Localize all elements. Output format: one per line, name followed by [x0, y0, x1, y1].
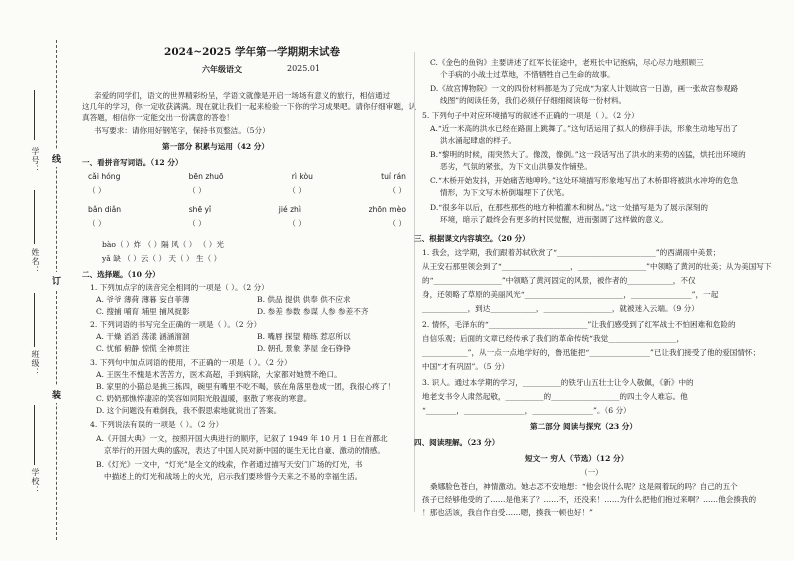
question-2-3: 3. 下列句中加点词语的使用，不正确的一项是（ ）。（2 分） — [90, 358, 292, 367]
pinyin: tuí rán — [381, 172, 406, 181]
exam-title: 2024~2025 学年第一学期期末试卷 — [164, 46, 340, 58]
fill-line[interactable]: 地老支书令人肃然起敬，__________的__________________的四土令人难忘。他 — [422, 392, 688, 401]
option[interactable]: C. 忧郁 俯静 惊慌 全神贯注 — [96, 344, 190, 353]
option[interactable]: A. 王医生不愧是术苦苦方，医术高超，手到病除，大家都对她赞不绝口。 — [96, 370, 342, 379]
passage-text: 桑娜脸色苍白，神情激动。她忐忑不安地想：“他会说什么呢？这是闹着玩的吗？自己的五个 — [430, 482, 738, 491]
fill-line[interactable]: 2. 情怀，毛泽东的“__________________________”让我们感受到了红军战士不怕困难和危险的 — [422, 320, 736, 329]
passage-title: 短文一 穷人（节选）（12 分） — [525, 454, 629, 463]
answer-blank[interactable]: （ ） — [388, 219, 406, 228]
pinyin-row-2 — [82, 205, 412, 216]
binding-mark-zhuang: 装 — [52, 386, 61, 403]
option[interactable]: D. 朝孔 景象 茅屋 金石铮铮 — [257, 344, 351, 353]
answer-blank[interactable]: （ ） — [188, 219, 206, 228]
option[interactable]: C. 奶奶那憔悴凄凉的笑容如同阳光般温暖，驱散了寒夜的寒意。 — [96, 394, 312, 403]
option[interactable]: D. 这个问题没有难倒我，我不假思索地就说出了答案。 — [96, 406, 282, 415]
exam-date: 2025.01 — [287, 64, 321, 73]
blank-row-1 — [82, 186, 412, 197]
option-cont: 个手病的小战士过草地，不惜牺牲自己生命的故事。 — [440, 70, 615, 79]
option-cont: 环境，暗示了最终会有更多的村民觉醒，进而强调了这样做的意义。 — [440, 215, 668, 224]
pinyin: cǎi hóng — [88, 172, 121, 181]
option-cont: 情形，为下文写木桥倒塌埋下了伏笔。 — [440, 188, 570, 197]
option[interactable]: B. 嘴唇 探望 精练 惹忍所以 — [257, 332, 351, 341]
fill-line[interactable]: ____________”，从一点一点地学好的，鲁迅能把“________________”已让我们接受了他的爱国情怀； — [422, 348, 761, 357]
option[interactable]: C.《金色的鱼钩》主要讲述了红军长征途中，老班长中记抱病，尽心尽力地照顾三 — [430, 58, 704, 67]
pinyin: bēn zhuō — [188, 172, 224, 181]
option[interactable]: D.《故宫博物院》一文的四份材料都是为了完成“为家人计划故宫一日游，画一张故宫参观路 — [430, 84, 739, 93]
answer-blank[interactable]: （ ） — [88, 219, 106, 228]
fill-line[interactable]: 中国“才有巩固”。（5 分） — [422, 362, 510, 371]
answer-blank[interactable]: （ ） — [88, 186, 106, 195]
class-label: 班级： — [31, 350, 40, 377]
question-2-1: 1. 下列加点字的读音完全相同的一项是（ ）。（2 分） — [90, 283, 269, 292]
option-cont: 恶劣，气氛的紧张，为下文山洪暴发作铺垫。 — [440, 162, 592, 171]
fill-line[interactable]: ____________，到达____________，__________________，就被迷入云端。（9 分） — [422, 304, 699, 313]
part2-heading: 第二部分 阅读与探究（23 分） — [530, 422, 637, 431]
option[interactable]: B.“黎明的时候，雨突然大了。像泼，像倒。”这一段话写出了洪水的来势的凶猛，烘托出环境的 — [430, 150, 746, 159]
question-2-5: 5. 下列句子中对应环境描写的叙述不正确的一项是（ ）。（2 分） — [422, 111, 639, 120]
fill-line[interactable]: 从王安石那里领会到了“__________________，__________________”中领略了黄河的壮美；从为美国写下 — [422, 262, 772, 271]
blank-row-2 — [82, 219, 412, 230]
answer-blank[interactable]: （ ） — [288, 186, 306, 195]
writing-requirement: 书写要求：请你用好钢笔字，保持书页整洁。（5分） — [94, 126, 270, 135]
pinyin-row-1 — [82, 172, 412, 183]
option-cont: 线图”的阅读任务，我们必须仔仔细细阅读每一份材料。 — [440, 96, 627, 105]
passage-text: ！那也活该，我自作自受……嗯，揍我一顿也好！” — [422, 508, 593, 517]
number-blank[interactable] — [34, 90, 35, 140]
option-cont: 洪水涌起肆虐的样子。 — [440, 136, 516, 145]
answer-blank[interactable]: （ ） — [288, 219, 306, 228]
pinyin: jié zhì — [278, 205, 301, 214]
fill-line[interactable]: “________，________________，________________”。（6 分） — [422, 406, 631, 415]
name-blank[interactable] — [34, 190, 35, 244]
option[interactable]: A. 爷爷 薄荷 薄暮 妄自菲薄 — [96, 295, 190, 304]
option[interactable]: C.“木桥开始发抖，开始痛苦地呻吟。”这处环境描写形象地写出了木桥即将被洪水冲垮的危急 — [430, 176, 739, 185]
fill-row-4[interactable]: yǎ 缺 （ ）云（ ） 天（ ） 生（ ） — [102, 254, 222, 263]
answer-blank[interactable]: （ ） — [188, 186, 206, 195]
q2-heading: 二、选择题。（10 分） — [82, 270, 160, 279]
option-cont: 京举行的开国大典的盛况，表达了中国人民对新中国的诞生无比自豪、激动的情感。 — [104, 446, 385, 455]
option[interactable]: D. 参差 参数 参谋 人参 参差不齐 — [257, 307, 369, 316]
pinyin: rì kòu — [291, 172, 313, 181]
option[interactable]: B.《灯光》一文中，“灯光”是全文的线索，作者通过描写天安门广场的灯光，书 — [96, 460, 363, 469]
option[interactable]: A. 干燥 滔滔 荡漾 涵涵溜溜 — [96, 332, 190, 341]
option[interactable]: A.《开国大典》一文，按照开国大典进行的顺序，记叙了 1949 年 10 月 1 日在首都北 — [96, 434, 388, 443]
name-label: 姓名： — [31, 248, 40, 275]
fill-row-3[interactable]: bào（ ）炸 （ ）隔 风（ ） （ ）光 — [102, 240, 224, 249]
fill-line[interactable]: 身，还领略了草原的美丽风光“__________________________，________________”，一起 — [422, 290, 719, 299]
option[interactable]: C. 搜捕 哺育 埔里 捕风捉影 — [96, 307, 190, 316]
grade-subject: 六年级语文 — [202, 64, 242, 74]
pinyin: bǎn diǎn — [88, 205, 122, 214]
intro-line-1: 亲爱的同学们，语文的世界精彩纷呈，学语文就像是开启一场场有意义的旅行，相信通过 — [94, 91, 391, 100]
q1-heading: 一、看拼音写词语。（12 分） — [82, 158, 183, 167]
fill-line[interactable]: 的“__________________”中领略了黄河固定的风景，被作者的____________，不仅 — [422, 276, 696, 285]
binding-margin — [0, 0, 80, 561]
binding-mark-xian: 线 — [52, 150, 61, 167]
intro-line-2: 这几年的学习，你一定收获满满。现在就让我们一起来检验一下你的学习成果吧。请你仔细审题，认 — [82, 102, 417, 111]
option[interactable]: A.“近一米高的洪水已经在路面上跳舞了。”这句话运用了拟人的修辞手法，形象生动地写出了 — [430, 124, 739, 133]
binding-dashed-line — [56, 40, 57, 540]
number-label: 学号： — [31, 147, 40, 174]
part1-heading: 第一部分 积累与运用（42 分） — [162, 142, 269, 151]
option-cont: 中描述上的灯光和战场上的火光，启示我们要珍惜今天来之不易的幸福生活。 — [104, 472, 363, 481]
question-2-4: 4. 下列说法有误的一项是（ ）。（2 分） — [90, 420, 224, 429]
fill-line[interactable]: 自信乐观；后面的文章已经传承了我们的革命传统“我觉__________________， — [422, 334, 685, 343]
class-blank[interactable] — [34, 293, 35, 347]
pinyin: shē yǐ — [188, 205, 212, 214]
school-label: 学校： — [31, 468, 40, 495]
question-2-2: 2. 下列词语的书写完全正确的一项是（ ）。（2 分） — [90, 320, 262, 329]
answer-blank[interactable]: （ ） — [388, 186, 406, 195]
q4-heading: 四、阅读理解。（23 分） — [414, 438, 500, 447]
option[interactable]: B. 家里的小猫总是挑三拣四，碗里有嘴里不吃不喝，骇在角落里卷成一团，我很心疼了！ — [96, 382, 395, 391]
fill-line[interactable]: 3. 识人。通过本学期的学习，__________的铁牙山五壮士让令人敬佩，《新》中的 — [422, 378, 694, 387]
option[interactable]: B. 供品 提供 供奉 供不应求 — [257, 295, 351, 304]
intro-line-3: 真答题，相信你一定能交出一份满意的答卷！ — [82, 113, 234, 122]
school-blank[interactable] — [34, 405, 35, 465]
option[interactable]: D.“很多年以后，在那些那些的地方种植灌木和树丛。”这一处描写是为了展示深刻的 — [430, 203, 708, 212]
fill-line[interactable]: 1. 我会，这学期，我们跟着苏轼欣赏了“__________________________”的西湖雨中美景； — [422, 248, 721, 257]
binding-mark-ding: 订 — [52, 272, 61, 289]
pinyin: zhōn mèo — [368, 205, 406, 214]
passage-section: （一） — [580, 468, 603, 477]
q3-heading: 三、根据课文内容填空。（20 分） — [414, 234, 530, 243]
passage-text: 孩子已经够他受的了……是他来了？……不，还没来！……为什么把他们抱过来啊？……他会揍我的 — [422, 495, 757, 504]
